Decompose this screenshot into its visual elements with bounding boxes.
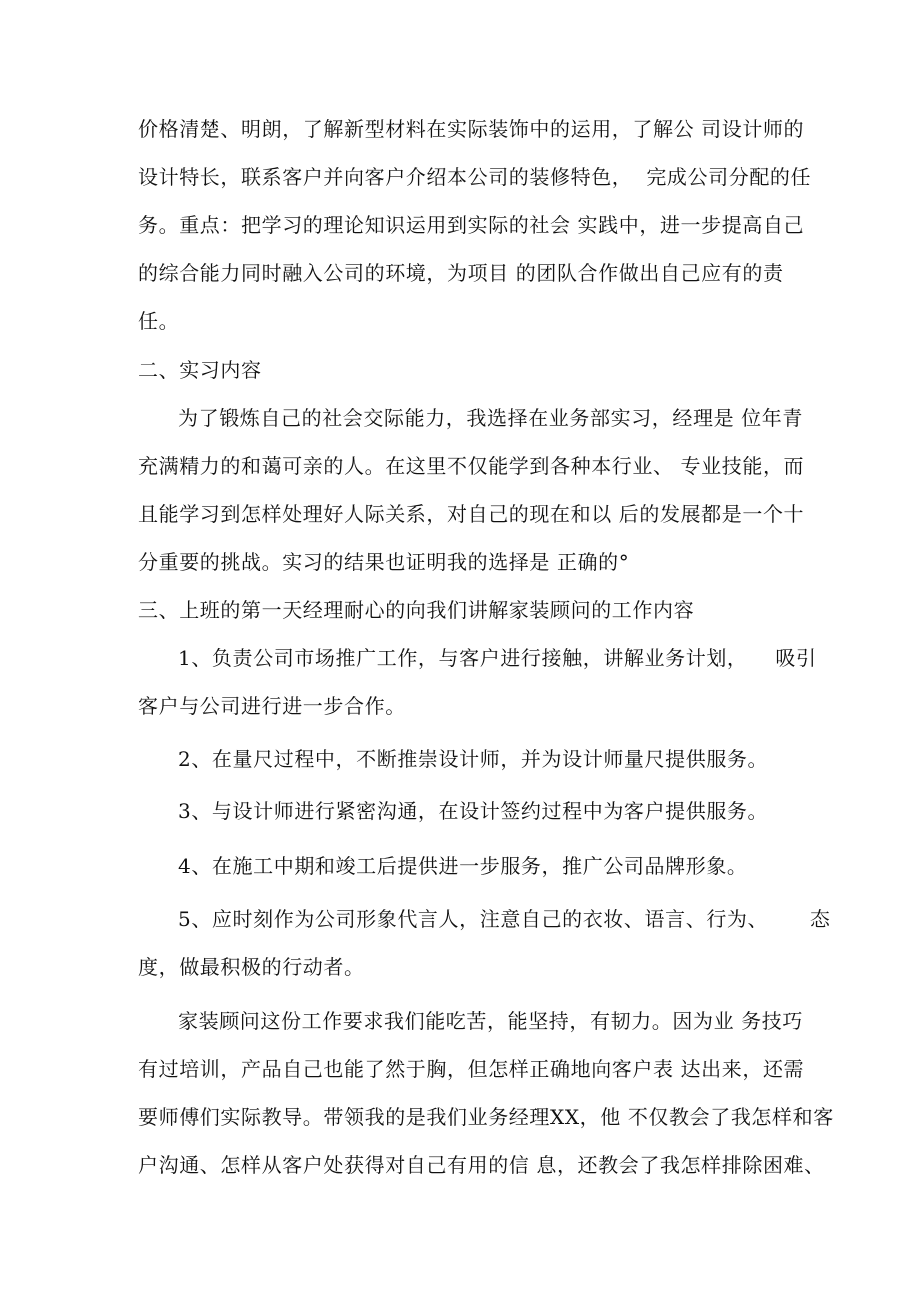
list-item: 2、在量尺过程中，不断推崇设计师，并为设计师量尺提供服务。 — [178, 747, 769, 771]
paragraph-line: 且能学习到怎样处理好人际关系，对自己的现在和以 后的发展都是一个十 — [138, 502, 805, 526]
paragraph-line: 有过培训，产品自己也能了然于胸，但怎样正确地向客户表 达出来，还需 — [138, 1057, 805, 1081]
paragraph-line: 价格清楚、明朗，了解新型材料在实际装饰中的运用，了解公 司设计师的 — [138, 117, 805, 141]
section-heading: 二、实习内容 — [138, 358, 262, 382]
paragraph-line: 充满精力的和蔼可亲的人。在这里不仅能学到各种本行业、 专业技能，而 — [138, 454, 805, 478]
list-item: 5、应时刻作为公司形象代言人，注意自己的衣妆、语言、行为、 态 — [178, 907, 831, 931]
list-item: 4、在施工中期和竣工后提供进一步服务，推广公司品牌形象。 — [178, 854, 748, 878]
list-item: 1、负责公司市场推广工作，与客户进行接触，讲解业务计划， 吸引 — [178, 646, 817, 670]
paragraph-line: 任。 — [138, 309, 180, 333]
list-item-continuation: 客户与公司进行进一步合作。 — [138, 694, 406, 718]
paragraph-line: 户沟通、怎样从客户处获得对自己有用的信 息，还教会了我怎样排除困难、 — [138, 1153, 825, 1177]
section-heading: 三、上班的第一天经理耐心的向我们讲解家装顾问的工作内容 — [138, 598, 695, 622]
paragraph-line: 分重要的挑战。实习的结果也证明我的选择是 正确的° — [138, 550, 630, 574]
paragraph-line: 务。重点：把学习的理论知识运用到实际的社会 实践中，进一步提高自己 — [138, 213, 805, 237]
paragraph-line: 为了锻炼自己的社会交际能力，我选择在业务部实习，经理是 位年青 — [178, 406, 803, 430]
paragraph-line: 设计特长，联系客户并向客户介绍本公司的装修特色， 完成公司分配的任 — [138, 165, 812, 189]
paragraph-line: 的综合能力同时融入公司的环境，为项目 的团队合作做出自己应有的责 — [138, 261, 784, 285]
list-item-continuation: 度，做最积极的行动者。 — [138, 955, 365, 979]
list-item: 3、与设计师进行紧密沟通，在设计签约过程中为客户提供服务。 — [178, 799, 769, 823]
paragraph-line: 要师傅们实际教导。带领我的是我们业务经理XX，他 不仅教会了我怎样和客 — [138, 1105, 834, 1129]
paragraph-line: 家装顾问这份工作要求我们能吃苦，能坚持，有韧力。因为业 务技巧 — [178, 1009, 803, 1033]
